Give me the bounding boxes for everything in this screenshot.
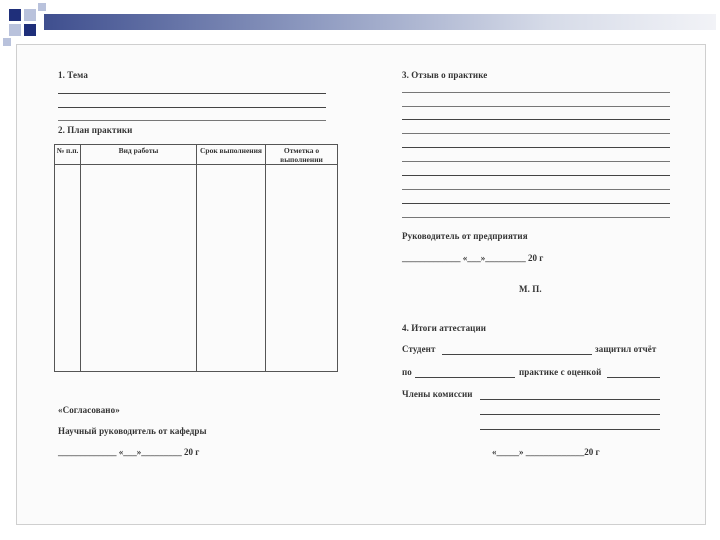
grade-label: практике с оценкой	[519, 367, 602, 377]
table-header-number: № п.п.	[55, 145, 81, 165]
grade-line	[607, 377, 660, 378]
table-header-work-type: Вид работы	[81, 145, 197, 165]
approved-label: «Согласовано»	[58, 405, 120, 415]
theme-line	[58, 107, 326, 108]
commission-line	[480, 399, 660, 400]
title-gradient-bar	[44, 14, 716, 30]
review-line	[402, 175, 670, 176]
theme-line	[58, 120, 326, 121]
enterprise-date-line: _____________ «___»_________ 20 г	[402, 253, 544, 263]
review-line	[402, 217, 670, 218]
review-line	[402, 147, 670, 148]
final-date-line: «_____» _____________20 г	[492, 447, 600, 457]
document-sheet	[16, 44, 706, 525]
supervisor-date-line: _____________ «___»_________ 20 г	[58, 447, 200, 457]
plan-heading: 2. План практики	[58, 125, 133, 135]
decor-square	[9, 24, 21, 36]
review-line	[402, 92, 670, 93]
table-header-completion-mark: Отметка о выполнении	[266, 145, 338, 165]
decor-square	[24, 9, 36, 21]
review-line	[402, 161, 670, 162]
results-heading: 4. Итоги аттестации	[402, 323, 487, 333]
table-cell	[55, 165, 81, 372]
table-header-deadline: Срок выполнения	[197, 145, 266, 165]
review-line	[402, 189, 670, 190]
defended-label: защитил отчёт	[595, 344, 657, 354]
plan-table	[54, 144, 338, 372]
by-label: по	[402, 367, 412, 377]
student-label: Студент	[402, 344, 436, 354]
table-cell	[266, 165, 338, 372]
student-name-line	[442, 354, 592, 355]
table-cell	[197, 165, 266, 372]
enterprise-head-label: Руководитель от предприятия	[402, 231, 528, 241]
review-line	[402, 106, 670, 107]
table-cell	[81, 165, 197, 372]
stamp-label: М. П.	[519, 284, 542, 294]
review-line	[402, 133, 670, 134]
theme-heading: 1. Тема	[58, 70, 88, 80]
review-line	[402, 119, 670, 120]
supervisor-label: Научный руководитель от кафедры	[58, 426, 207, 436]
decor-square	[24, 24, 36, 36]
commission-label: Члены комиссии	[402, 389, 473, 399]
decor-square	[9, 9, 21, 21]
commission-line	[480, 414, 660, 415]
commission-line	[480, 429, 660, 430]
theme-line	[58, 93, 326, 94]
decor-square	[3, 38, 11, 46]
review-heading: 3. Отзыв о практике	[402, 70, 488, 80]
practice-type-line	[415, 377, 515, 378]
decor-square	[38, 3, 46, 11]
review-line	[402, 203, 670, 204]
